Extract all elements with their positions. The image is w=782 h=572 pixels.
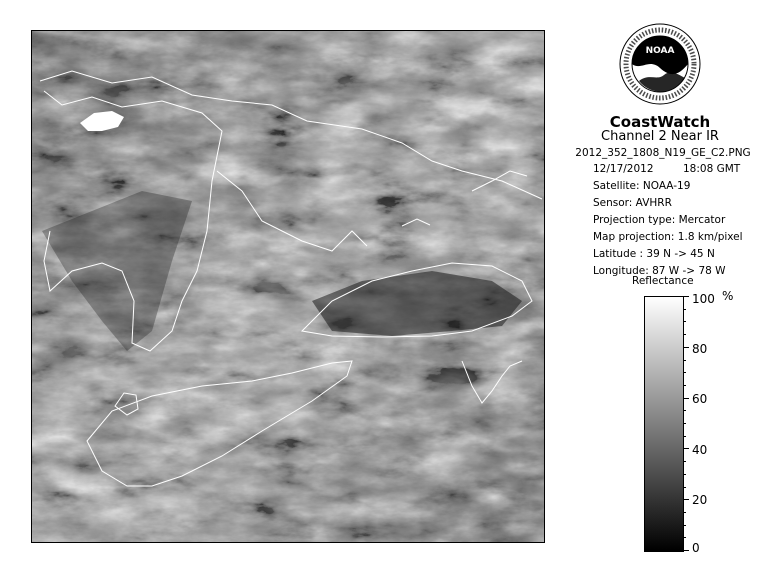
colorbar-tick-mark (683, 525, 686, 526)
colorbar-tick-mark (683, 296, 689, 297)
colorbar-tick-label: 100 (692, 292, 715, 306)
colorbar-tick-label: 60 (692, 392, 708, 406)
acquisition-date: 12/17/2012 (593, 163, 654, 175)
colorbar-tick-mark (683, 309, 686, 310)
colorbar-tick-mark (683, 461, 686, 462)
product-title: CoastWatch (609, 113, 711, 131)
satellite-image (31, 30, 545, 543)
sensor-label: Sensor: AVHRR (593, 197, 672, 209)
colorbar-tick-mark (683, 398, 689, 399)
noaa-logo (619, 23, 701, 105)
latitude-label: Latitude : 39 N -> 45 N (593, 248, 715, 260)
colorbar-tick-mark (683, 487, 686, 488)
colorbar-tick-mark (683, 436, 686, 437)
colorbar-tick-mark (683, 321, 686, 322)
longitude-label: Longitude: 87 W -> 78 W (593, 265, 726, 277)
satellite-label: Satellite: NOAA-19 (593, 180, 691, 192)
colorbar-tick-mark (683, 537, 686, 538)
colorbar-ticks (683, 292, 743, 555)
colorbar-tick-mark (683, 410, 686, 411)
colorbar-gradient (644, 296, 684, 552)
colorbar-unit: % (722, 289, 734, 303)
colorbar-tick-mark (683, 550, 689, 551)
colorbar-tick-mark (683, 474, 686, 475)
colorbar-tick-mark (683, 347, 689, 348)
colorbar-tick-mark (683, 372, 686, 373)
colorbar-tick-label: 20 (692, 493, 708, 507)
colorbar-tick-label: 40 (692, 443, 708, 457)
colorbar-tick-label: 80 (692, 342, 708, 356)
logo-text: NOAA (645, 46, 675, 56)
colorbar-tick-mark (683, 334, 686, 335)
product-filename: 2012_352_1808_N19_GE_C2.PNG (575, 147, 751, 159)
colorbar-tick-mark (683, 499, 689, 500)
acquisition-time: 18:08 GMT (683, 163, 741, 175)
colorbar-tick-mark (683, 360, 686, 361)
colorbar-tick-mark (683, 512, 686, 513)
colorbar-tick-mark (683, 385, 686, 386)
product-subtitle: Channel 2 Near IR (601, 129, 719, 144)
colorbar-label: Reflectance (632, 275, 694, 287)
colorbar-tick-label: 0 (692, 541, 700, 555)
colorbar-tick-mark (683, 423, 686, 424)
colorbar-tick-mark (683, 448, 689, 449)
projection-type-label: Projection type: Mercator (593, 214, 726, 226)
map-projection-label: Map projection: 1.8 km/pixel (593, 231, 743, 243)
